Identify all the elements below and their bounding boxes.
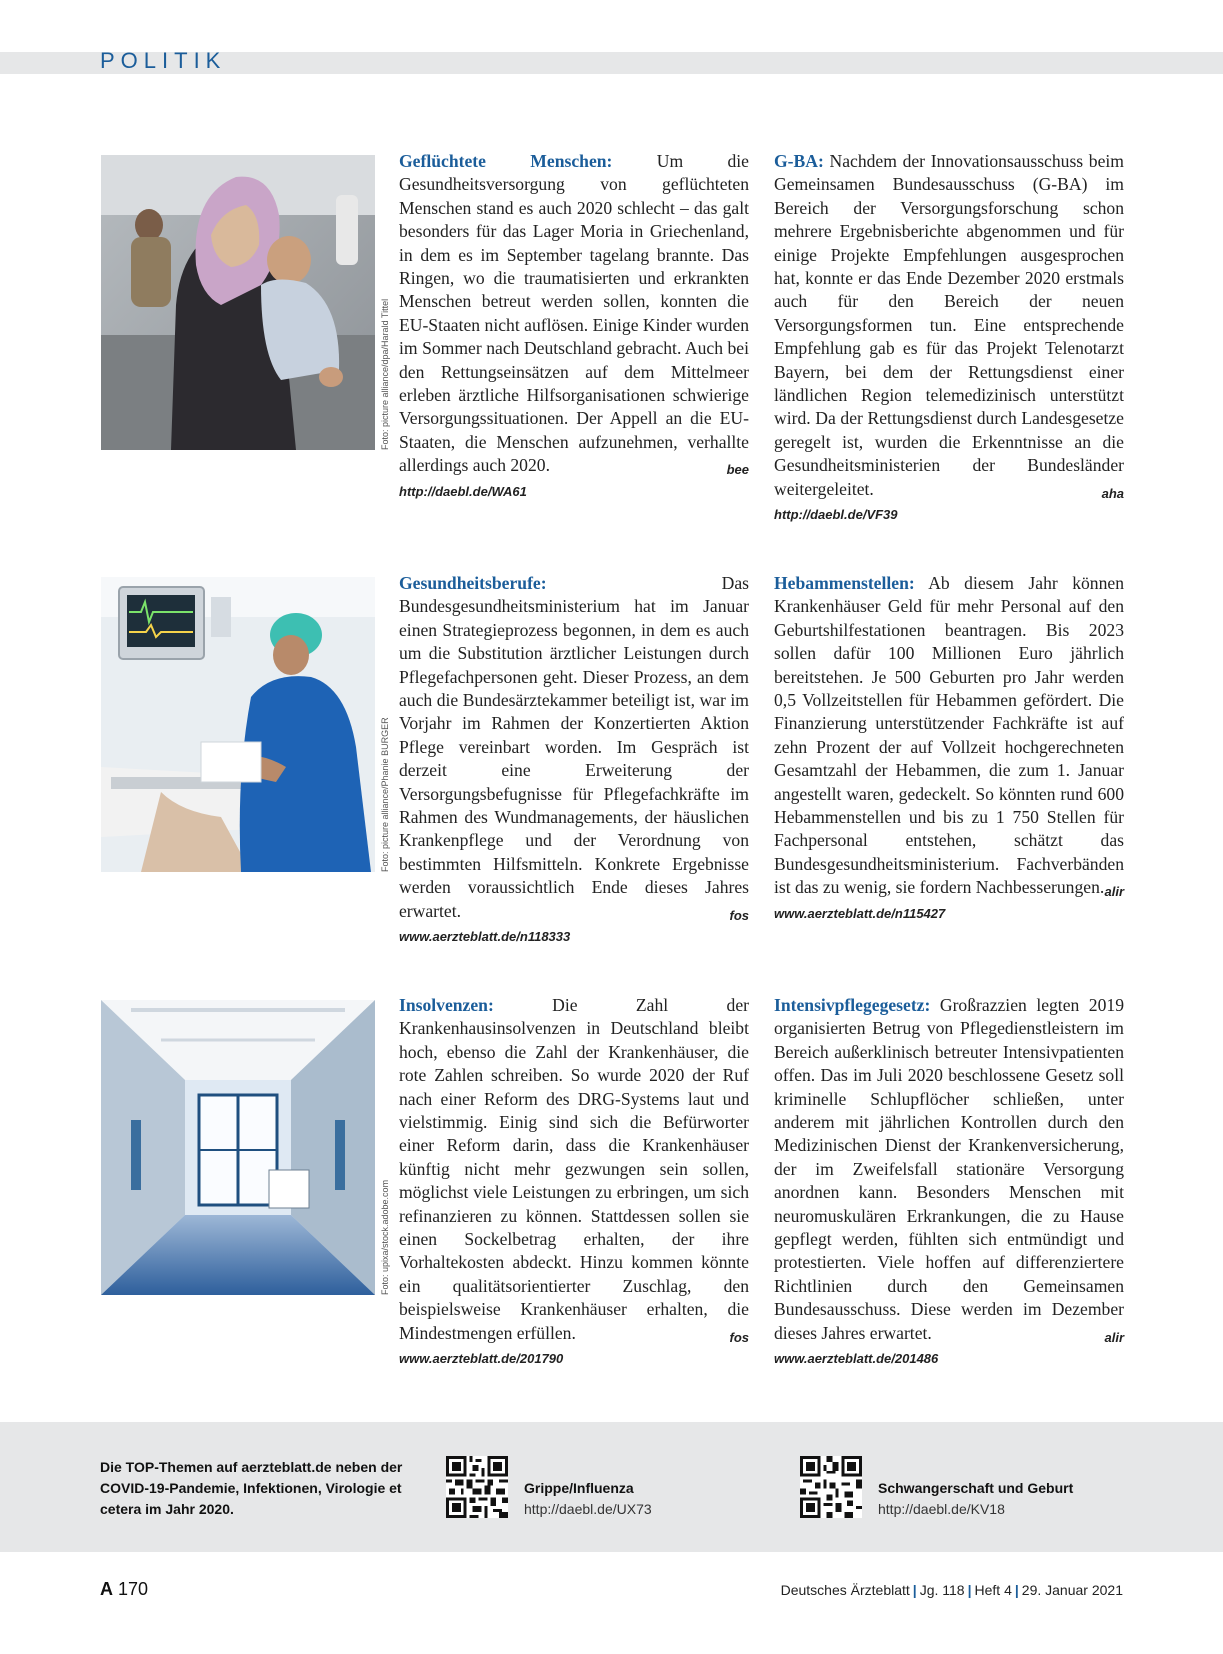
- photo-credit: Foto: picture alliance/dpa/Harald Tittel: [380, 298, 390, 450]
- article-link[interactable]: http://daebl.de/WA61: [399, 483, 527, 499]
- author-abbrev: alir: [1104, 884, 1124, 900]
- article-body: Nachdem der Innovationsausschuss beim Gemeinsamen Bundesausschuss (G-BA) im Bereich der Versorgungsforschung schon mehrere Ergebnisberichte abgenommen und für einige Projekte Empfehlungen ausgesprochen hat, konnte er das Ende Dezember 2020 erstmals auch für den Bereich der neuen Versorgungsformen tun. Eine entsprechende Empfehlung gab es für das Projekt Telenotarzt Bayern, bei dem der Rettungsdienst einer ländlichen Region telemedizinisch unterstützt wird. Da der Rettungsdienst durch Landesgesetze geregelt ist, wurden die Erkenntnisse an die Gesundheitsministerien der Bundesländer weitergeleitet.: [774, 151, 1124, 499]
- topic-title: Grippe/Influenza: [524, 1480, 634, 1496]
- photo-refugee-mother-child: [101, 155, 375, 450]
- article-gefluechtete: [399, 150, 749, 502]
- author-abbrev: aha: [1101, 485, 1124, 501]
- qr-label-schwangerschaft: [878, 1478, 1073, 1520]
- article-body: Das Bundesgesundheitsministerium hat im Januar einen Strategieprozess begonnen, in dem es auch um die Substitution ärztlicher Leistungen durch Pflegefachpersonen geht. Dieser Prozess, an dem auch die Bundesärztekammer beteiligt ist, war im Vorjahr im Rahmen der Konzertierten Aktion Pflege vereinbart worden. Im Gespräch ist derzeit eine Erweiterung der Versorgungsbefugnisse für Pflegefachkräfte im Rahmen des Wundmanagements, der häuslichen Krankenpflege und der Verordnung von bestimmten Hilfsmitteln. Konkrete Ergebnisse werden voraussichtlich Ende dieses Jahres erwartet.: [399, 573, 749, 921]
- author-abbrev: bee: [726, 462, 749, 478]
- article-link[interactable]: http://daebl.de/VF39: [774, 507, 898, 523]
- article-lead: Intensivpflegegesetz:: [774, 995, 931, 1015]
- separator: |: [1014, 1582, 1019, 1598]
- section-label: POLITIK: [100, 48, 227, 73]
- author-abbrev: fos: [729, 907, 749, 923]
- journal-date: 29. Januar 2021: [1021, 1582, 1123, 1598]
- article-body: Um die Gesundheitsversorgung von geflüchteten Menschen stand es auch 2020 schlecht – das galt besonders für das Lager Moria in Griechenland, in dem es im September tagelang brannte. Das Ringen, wo die traumatisierten und erkrankten Menschen betreut werden sollen, konnten die EU-Staaten nicht auflösen. Einige Kinder wurden im Sommer nach Deutschland gebracht. Auch bei den Rettungseinsätzen auf dem Mittelmeer erleben ärztliche Hilfsorganisationen schwierige Versorgungssituationen. Der Appell an die EU-Staaten, die Menschen aufzunehmen, verhallte allerdings auch 2020.: [399, 151, 749, 476]
- photo-credit: Foto: upixa/stock.adobe.com: [380, 1179, 390, 1295]
- article-link[interactable]: www.aerzteblatt.de/n115427: [774, 905, 946, 921]
- photo-hospital-corridor: [101, 1000, 375, 1295]
- separator: |: [967, 1582, 972, 1598]
- article-lead: Geflüchtete Menschen:: [399, 151, 613, 171]
- article-lead: Insolvenzen:: [399, 995, 494, 1015]
- author-abbrev: fos: [729, 1329, 749, 1345]
- article-hebammenstellen: [774, 572, 1124, 924]
- topic-url[interactable]: http://daebl.de/KV18: [878, 1501, 1005, 1517]
- topic-url[interactable]: http://daebl.de/UX73: [524, 1501, 652, 1517]
- article-gesundheitsberufe: [399, 572, 749, 947]
- corridor-photo-illustration: [101, 1000, 375, 1295]
- article-insolvenzen: [399, 994, 749, 1369]
- article-link[interactable]: www.aerzteblatt.de/201790: [399, 1351, 564, 1367]
- top-themen-intro: Die TOP-Themen auf aerzteblatt.de neben der COVID-19-Pandemie, Infektionen, Virologie et cetera im Jahr 2020.: [100, 1459, 403, 1517]
- author-abbrev: alir: [1104, 1329, 1124, 1345]
- separator: |: [912, 1582, 917, 1598]
- article-gba: [774, 150, 1124, 525]
- qr-label-grippe: [524, 1478, 652, 1520]
- page-letter: A: [100, 1579, 113, 1599]
- photo-credit: Foto: picture alliance/Phanie BURGER: [380, 717, 390, 872]
- nurse-photo-illustration: [101, 577, 375, 872]
- article-lead: G-BA:: [774, 151, 824, 171]
- qr-code-icon: [800, 1456, 862, 1518]
- journal-info: [781, 1582, 1123, 1598]
- qr-code-icon: [446, 1456, 508, 1518]
- article-lead: Gesundheitsberufe:: [399, 573, 547, 593]
- qr-code-schwangerschaft[interactable]: [800, 1456, 862, 1518]
- article-body: Die Zahl der Krankenhausinsolvenzen in Deutschland bleibt hoch, ebenso die Zahl der Krankenhäuser, die rote Zahlen schreiben. So wurde 2020 der Ruf nach einer Reform des DRG-Systems laut und vielstimmig. Einig sind sich die Befürworter einer Reform darin, dass die Krankenhäuser künftig nicht mehr gezwungen sein sollen, möglichst viele Leistungen zu erbringen, um sich refinanzieren zu können. Stattdessen sollen sie einen Sockelbetrag erhalten, der ihre Vorhaltekosten abdeckt. Hinzu kommen könnte ein qualitätsorientierter Zuschlag, den beispielsweise Krankenhäuser erhalten, die Mindestmengen erfüllen.: [399, 995, 749, 1343]
- article-lead: Hebammenstellen:: [774, 573, 915, 593]
- journal-volume: Jg. 118: [919, 1582, 965, 1598]
- article-link[interactable]: www.aerzteblatt.de/n118333: [399, 929, 571, 945]
- journal-name: Deutsches Ärzteblatt: [780, 1582, 910, 1598]
- article-link[interactable]: www.aerzteblatt.de/201486: [774, 1351, 939, 1367]
- topic-title: Schwangerschaft und Geburt: [878, 1480, 1074, 1496]
- article-intensivpflegegesetz: [774, 994, 1124, 1369]
- refugee-photo-illustration: [101, 155, 375, 450]
- article-body: Großrazzien legten 2019 organisierten Betrug von Pflegedienstleistern im Bereich außerklinisch betreuter Intensivpatienten offen. Das im Juli 2020 beschlossene Gesetz soll kriminelle Schlupflöcher schließen, unter anderem mit jährlichen Kontrollen durch den Medizinischen Dienst der Krankenversicherung, der im Zweifelsfall stationäre Versorgung anordnen kann. Besonders Menschen mit neuromuskulären Erkrankungen, die zu Hause gepflegt werden, fühlten sich entmündigt und protestierten. Viele hoffen auf differenziertere Richtlinien durch den Gemeinsamen Bundesausschuss. Diese werden im Dezember dieses Jahres erwartet.: [774, 995, 1124, 1343]
- article-body: Ab diesem Jahr können Krankenhäuser Geld für mehr Personal auf den Geburtshilfestationen beantragen. Bis 2023 sollen dafür 100 Millionen Euro jährlich bereitstehen. Je 500 Geburten pro Jahr werden 0,5 Vollzeitstellen für Hebammen gefördert. Die Finanzierung unterstützender Fachkräfte ist auf zehn Prozent der auf Vollzeit hochgerechneten Gesamtzahl der Hebammen, die zum 1. Januar angestellt waren, gedeckelt. So könnten rund 600 Hebammenstellen und bis zu 1 750 Stellen für Fachpersonal entstehen, schätzt das Bundesgesundheitsministerium. Fachverbänden ist das zu wenig, sie fordern Nachbesserungen.: [774, 573, 1124, 898]
- photo-nurse-icu: [101, 577, 375, 872]
- journal-issue: Heft 4: [974, 1582, 1012, 1598]
- qr-code-grippe[interactable]: [446, 1456, 508, 1518]
- page-number-value: 170: [118, 1579, 149, 1599]
- page-number: [100, 1579, 148, 1600]
